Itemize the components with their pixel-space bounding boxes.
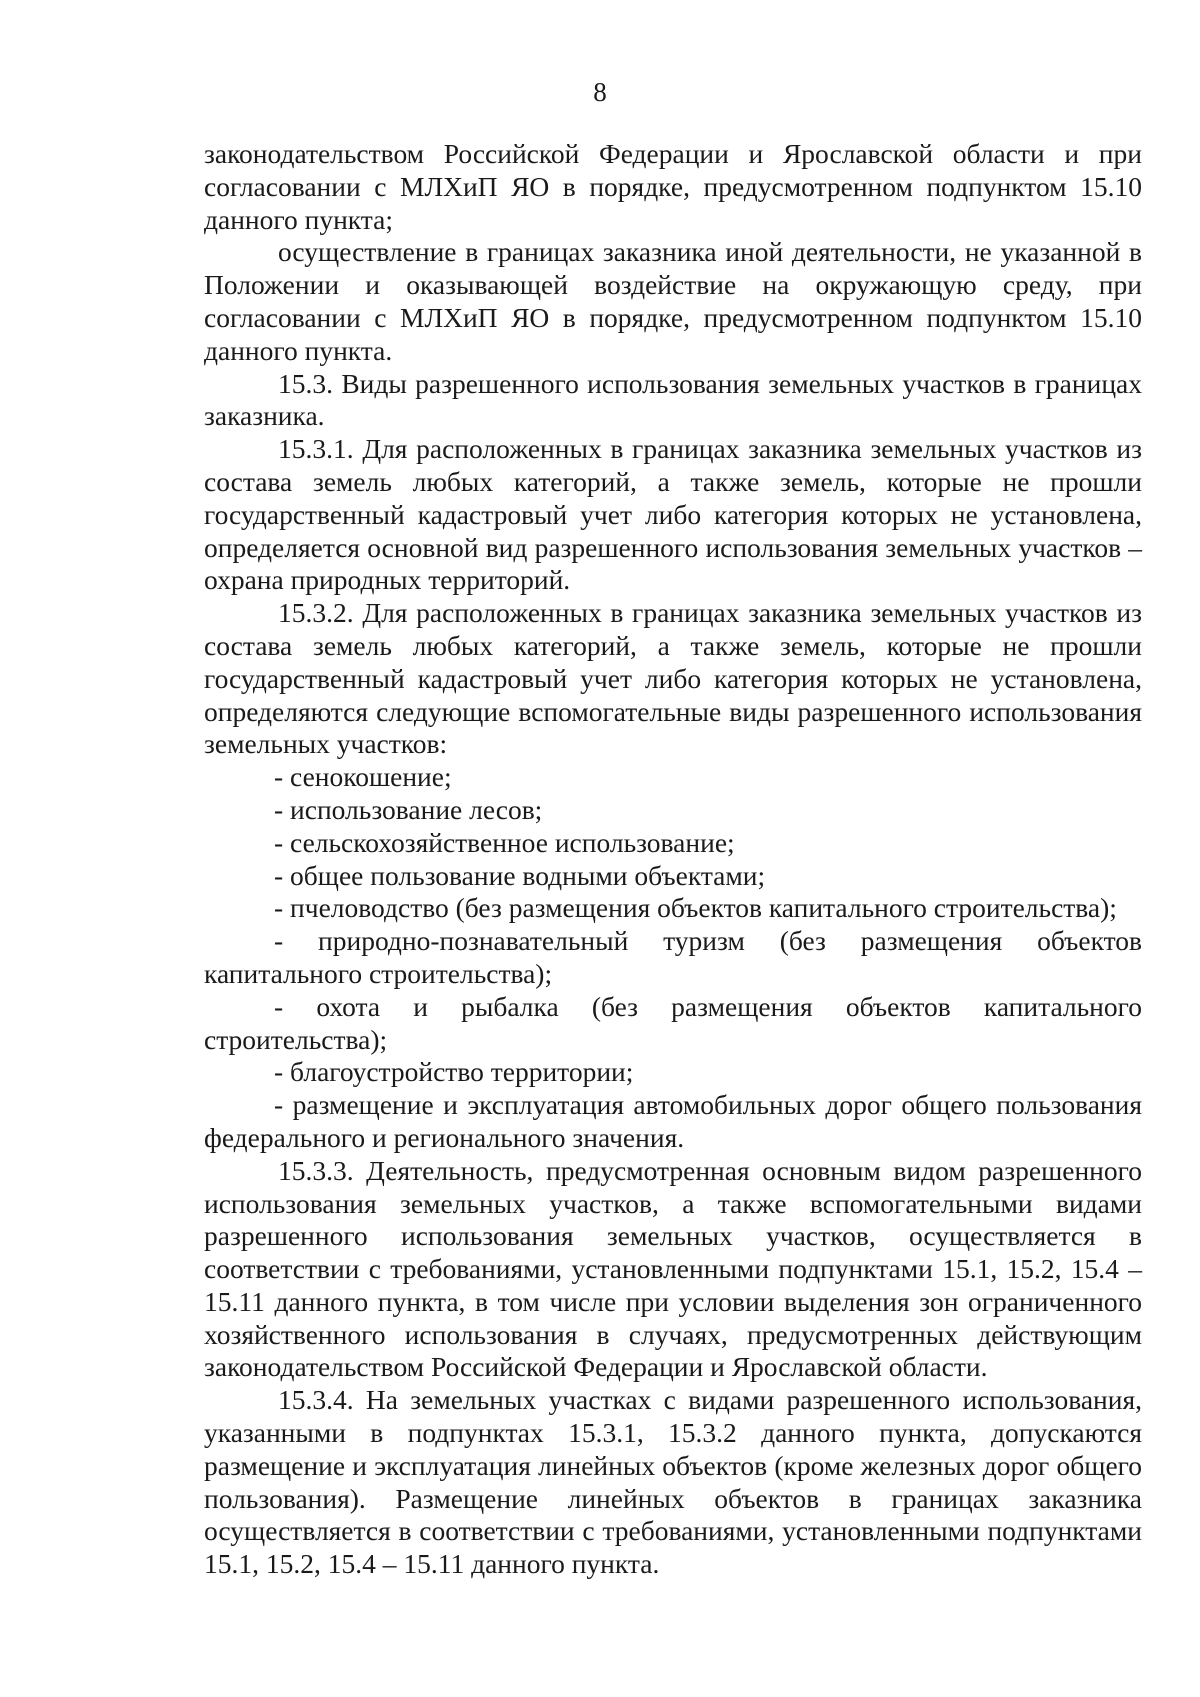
list-item: - использование лесов; xyxy=(274,793,543,825)
list-item: - размещение и эксплуатация автомобильных дорог общего пользования федерального и регионального значения. xyxy=(204,1089,1142,1153)
paragraph-15-3: 15.3. Виды разрешенного использования земельных участков в границах заказника. xyxy=(204,367,1142,432)
list-item: - сенокошение; xyxy=(274,761,452,793)
paragraph-15-3-2: 15.3.2. Для расположенных в границах заказника земельных участков из состава земель любых категорий, а также земель, которые не прошли государственный кадастровый учет либо категория которых не установлена, определяются следующие вспомогательные виды разрешенного использования земельных участков: xyxy=(204,597,1142,760)
list-item: - пчеловодство (без размещения объектов капитального строительства); xyxy=(274,892,1117,924)
paragraph-15-3-4: 15.3.4. На земельных участках с видами разрешенного использования, указанными в подпунктах 15.3.1, 15.3.2 данного пункта, допускаются размещение и эксплуатация линейных объектов (кроме железных дорог общего пользования). Размещение линейных объектов в границах заказника осуществляется в соответствии с требованиями, установленными подпунктами 15.1, 15.2, 15.4 – 15.11 данного пункта. xyxy=(204,1384,1142,1580)
list-item: - охота и рыбалка (без размещения объектов капитального строительства); xyxy=(204,990,1142,1055)
paragraph-15-3-1: 15.3.1. Для расположенных в границах заказника земельных участков из состава земель любых категорий, а также земель, которые не прошли государственный кадастровый учет либо категория которых не установлена, определяется основной вид разрешенного использования земельных участков – охрана природных территорий. xyxy=(204,433,1142,596)
paragraph-other-activity: осуществление в границах заказника иной деятельности, не указанной в Положении и оказывающей воздействие на окружающую среду, при согласовании с МЛХиП ЯО в порядке, предусмотренном подпунктом 15.10 данного пункта. xyxy=(204,236,1142,366)
list-item: - природно-познавательный туризм (без размещения объектов капитального строительства); xyxy=(204,925,1142,989)
list-item: - сельскохозяйственное использование; xyxy=(274,826,735,858)
list-item: - общее пользование водными объектами; xyxy=(274,859,766,891)
document-body xyxy=(204,138,1142,1581)
page-number: 8 xyxy=(593,77,607,107)
paragraph-continuation: законодательством Российской Федерации и Ярославской области и при согласовании с МЛХиП ЯО в порядке, предусмотренном подпунктом 15.10 данного пункта; xyxy=(204,138,1142,235)
paragraph-15-3-3: 15.3.3. Деятельность, предусмотренная основным видом разрешенного использования земельных участков, а также вспомогательными видами разрешенного использования земельных участков, осуществляется в соответствии с требованиями, установленными подпунктами 15.1, 15.2, 15.4 – 15.11 данного пункта, в том числе при условии выделения зон ограниченного хозяйственного использования в случаях, предусмотренных действующим законодательством Российской Федерации и Ярославской области. xyxy=(204,1154,1142,1383)
list-item: - благоустройство территории; xyxy=(274,1056,634,1088)
